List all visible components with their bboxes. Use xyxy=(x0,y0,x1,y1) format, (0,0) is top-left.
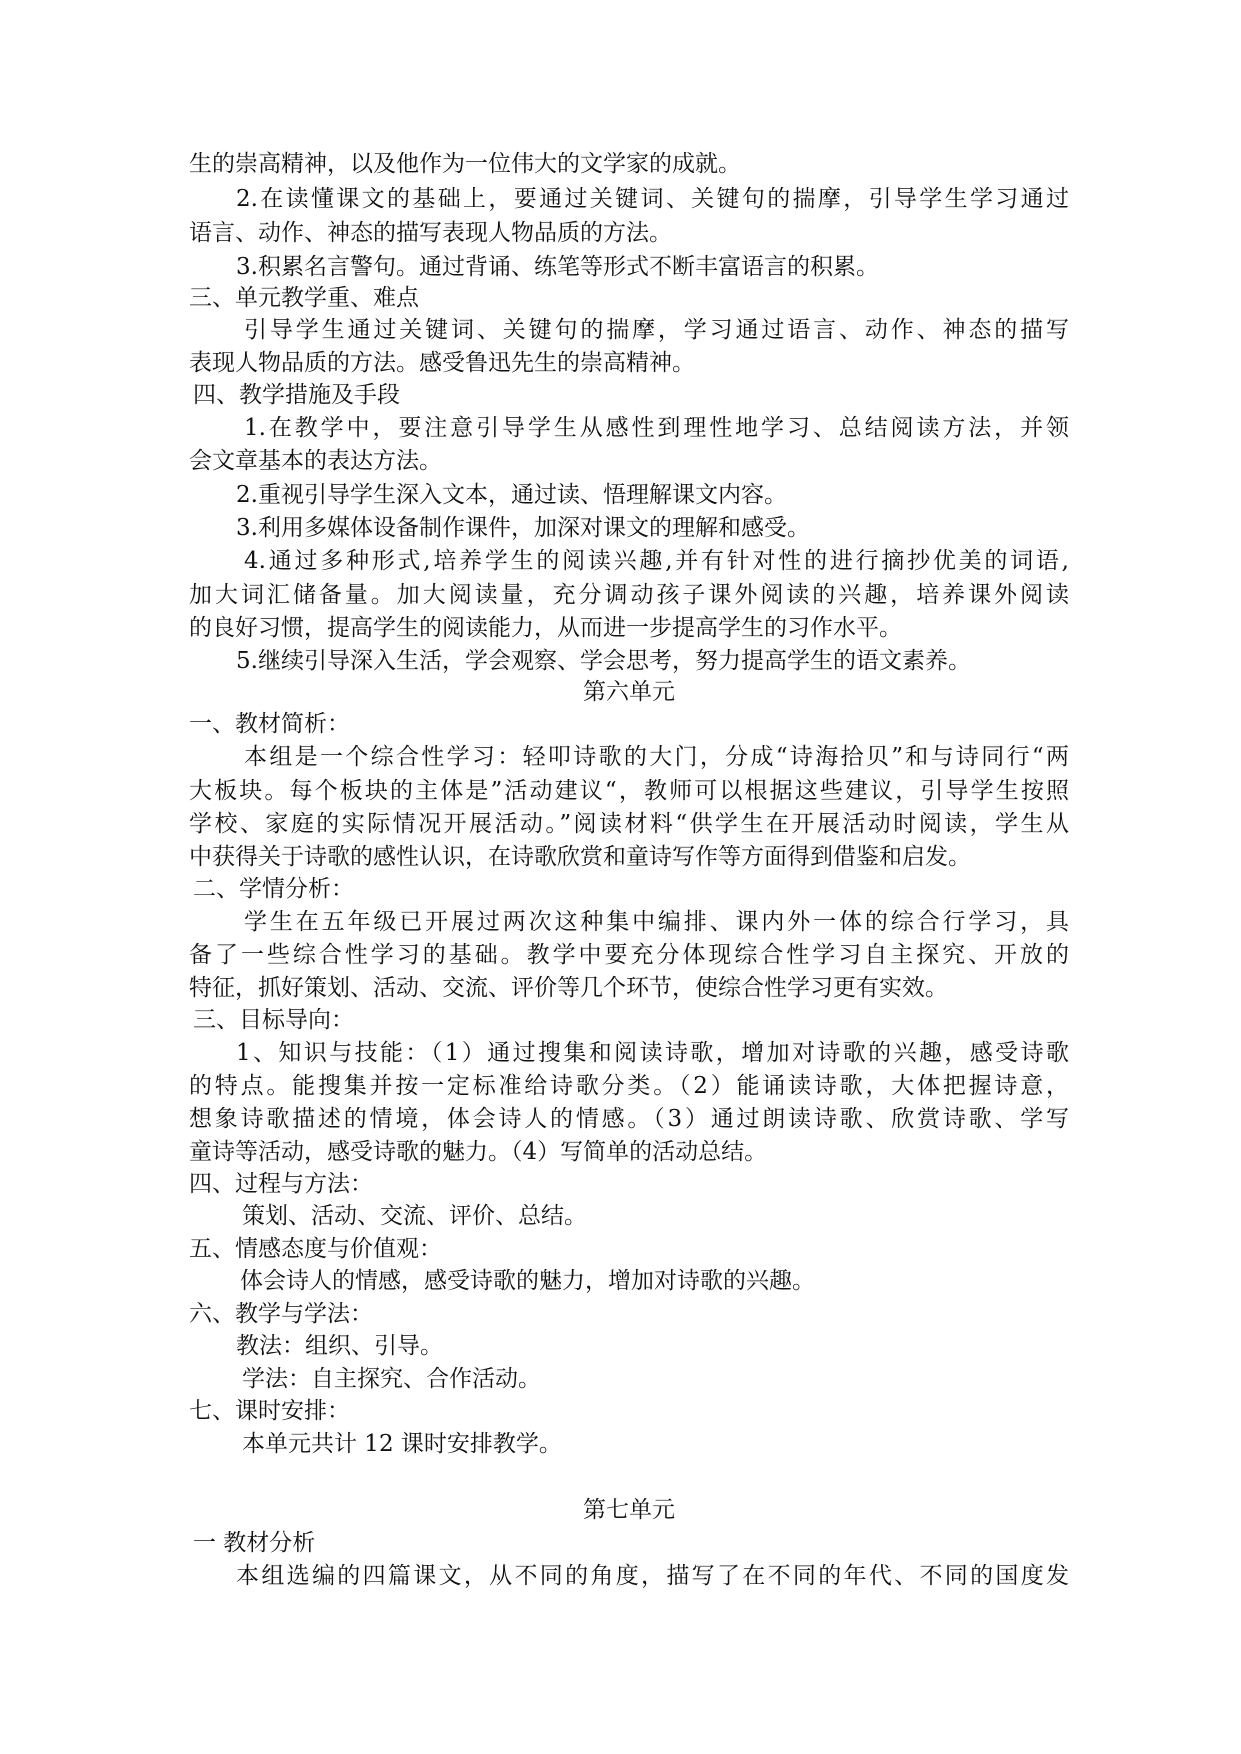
section-heading: 一、教材简析： xyxy=(189,711,350,737)
text-line: 1.在教学中，要注意引导学生从感性到理性地学习、总结阅读方法，并领 xyxy=(244,415,1069,441)
unit-title: 第七单元 xyxy=(583,1497,675,1523)
section-heading: 四、过程与方法： xyxy=(189,1171,373,1197)
text-line: 会文章基本的表达方法。 xyxy=(189,448,442,474)
text-line: 语言、动作、神态的描写表现人物品质的方法。 xyxy=(189,220,672,246)
text-line: 特征，抓好策划、活动、交流、评价等几个环节，使综合性学习更有实效。 xyxy=(189,975,948,1001)
text-line: 本组选编的四篇课文，从不同的角度，描写了在不同的年代、不同的国度发 xyxy=(236,1563,1069,1589)
text-line: 本组是一个综合性学习：轻叩诗歌的大门，分成“诗海拾贝”和与诗同行“两 xyxy=(244,744,1069,770)
text-line: 想象诗歌描述的情境，体会诗人的情感。（3）通过朗读诗歌、欣赏诗歌、学写 xyxy=(189,1106,1069,1132)
text-line: 学法：自主探究、合作活动。 xyxy=(242,1366,541,1392)
text-line: 备了一些综合性学习的基础。教学中要充分体现综合性学习自主探究、开放的 xyxy=(189,942,1069,968)
text-line: 的特点。能搜集并按一定标准给诗歌分类。（2）能诵读诗歌，大体把握诗意， xyxy=(189,1073,1069,1099)
text-line: 1、知识与技能：（1）通过搜集和阅读诗歌，增加对诗歌的兴趣，感受诗歌 xyxy=(236,1040,1069,1066)
section-heading: 三、单元教学重、难点 xyxy=(189,285,419,311)
text-line: 2.在读懂课文的基础上，要通过关键词、关键句的揣摩，引导学生学习通过 xyxy=(236,186,1069,212)
text-line: 策划、活动、交流、评价、总结。 xyxy=(242,1203,587,1229)
section-heading: 三、目标导向： xyxy=(193,1007,354,1033)
text-line: 加大词汇储备量。加大阅读量，充分调动孩子课外阅读的兴趣，培养课外阅读 xyxy=(189,582,1069,608)
section-heading: 六、教学与学法： xyxy=(189,1301,373,1327)
text-line: 生的崇高精神，以及他作为一位伟大的文学家的成就。 xyxy=(189,151,741,177)
text-line: 体会诗人的情感，感受诗歌的魅力，增加对诗歌的兴趣。 xyxy=(240,1268,815,1294)
section-heading: 四、教学措施及手段 xyxy=(193,382,400,408)
text-line: 引导学生通过关键词、关键句的揣摩，学习通过语言、动作、神态的描写 xyxy=(244,317,1069,343)
text-line: 学校、家庭的实际情况开展活动。”阅读材料“供学生在开展活动时阅读，学生从 xyxy=(189,811,1069,837)
text-line: 表现人物品质的方法。感受鲁迅先生的崇高精神。 xyxy=(189,350,695,376)
text-line: 教法：组织、引导。 xyxy=(236,1333,443,1359)
section-heading: 五、情感态度与价值观： xyxy=(189,1236,442,1262)
section-heading: 二、学情分析： xyxy=(193,876,354,902)
text-line: 中获得关于诗歌的感性认识，在诗歌欣赏和童诗写作等方面得到借鉴和启发。 xyxy=(189,844,971,870)
text-line: 学生在五年级已开展过两次这种集中编排、课内外一体的综合行学习，具 xyxy=(244,909,1069,935)
text-line: 的良好习惯，提高学生的阅读能力，从而进一步提高学生的习作水平。 xyxy=(189,615,902,641)
text-line: 5.继续引导深入生活，学会观察、学会思考，努力提高学生的语文素养。 xyxy=(236,648,971,674)
text-line: 2.重视引导学生深入文本，通过读、悟理解课文内容。 xyxy=(236,482,787,508)
text-line: 4.通过多种形式,培养学生的阅读兴趣,并有针对性的进行摘抄优美的词语, xyxy=(244,548,1069,574)
text-line: 3.利用多媒体设备制作课件，加深对课文的理解和感受。 xyxy=(236,515,810,541)
section-heading: 七、课时安排： xyxy=(189,1398,350,1424)
section-heading: 一 教材分析 xyxy=(193,1530,316,1556)
text-line: 童诗等活动，感受诗歌的魅力。（4）写简单的活动总结。 xyxy=(189,1139,768,1165)
unit-title: 第六单元 xyxy=(583,679,675,705)
text-line: 本单元共计 12 课时安排教学。 xyxy=(242,1431,562,1457)
text-line: 大板块。每个板块的主体是”活动建议“，教师可以根据这些建议，引导学生按照 xyxy=(189,778,1069,804)
text-line: 3.积累名言警句。通过背诵、练笔等形式不断丰富语言的积累。 xyxy=(236,254,879,280)
